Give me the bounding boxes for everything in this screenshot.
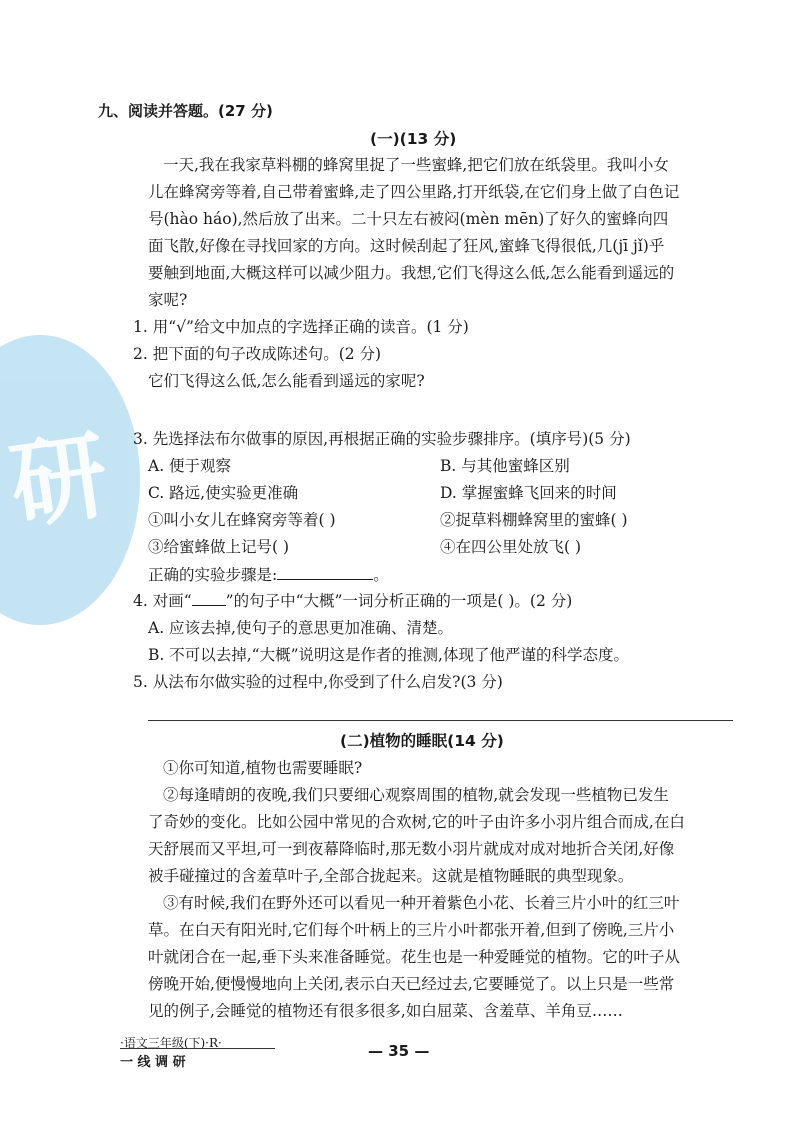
section-divider <box>148 720 733 721</box>
passage2-line: 草。在白天有阳光时,它们每个叶柄上的三片小叶都张开着,但到了傍晚,三片小 <box>148 921 675 939</box>
option-b: B. 与其他蜜蜂区别 <box>440 457 570 475</box>
passage1-line: 一天,我在我家草料棚的蜂窝里捉了一些蜜蜂,把它们放在纸袋里。我叫小女 <box>163 156 669 174</box>
passage2-line: 天舒展而又平坦,可一到夜幕降临时,那无数小羽片就成对成对地折合关闭,好像 <box>148 840 675 858</box>
passage2-line: ③有时候,我们在野外还可以看见一种开着紫色小花、长着三片小叶的红三叶 <box>163 894 680 912</box>
step-1: ①叫小女儿在蜂窝旁等着( ) <box>148 511 336 529</box>
footer-series: 一 线 调 研 <box>120 1055 186 1070</box>
answer-label: 正确的实验步骤是: <box>148 566 278 584</box>
answer-line: 正确的实验步骤是: 。 <box>148 563 389 586</box>
step-3: ③给蜜蜂做上记号( ) <box>148 538 290 556</box>
passage2-line: ②每逢晴朗的夜晚,我们只要细心观察周围的植物,就会发现一些植物已发生 <box>163 786 669 804</box>
question-2-sentence: 它们飞得这么低,怎么能看到遥远的家呢? <box>148 372 425 390</box>
underline-marker <box>192 591 226 606</box>
answer-blank[interactable] <box>277 563 373 580</box>
question-2: 2. 把下面的句子改成陈述句。(2 分) <box>133 345 382 363</box>
step-2: ②捉草料棚蜂窝里的蜜蜂( ) <box>440 511 628 529</box>
question-3: 3. 先选择法布尔做事的原因,再根据正确的实验步骤排序。(填序号)(5 分) <box>133 430 631 448</box>
step-4: ④在四公里处放飞( ) <box>440 538 582 556</box>
passage1-heading: (一)(13 分) <box>370 130 457 148</box>
passage1-line: 儿在蜂窝旁等着,自己带着蜜蜂,走了四公里路,打开纸袋,在它们身上做了白色记 <box>148 183 680 201</box>
footer-book: ·语文三年级(下)·R· <box>120 1036 222 1050</box>
page-number: — 35 — <box>368 1042 430 1060</box>
option-d: D. 掌握蜜蜂飞回来的时间 <box>440 484 617 502</box>
option-a: A. 便于观察 <box>148 457 232 475</box>
question-4-post: ”的句子中“大概”一词分析正确的一项是( )。(2 分) <box>225 592 573 610</box>
passage2-heading: (二)植物的睡眠(14 分) <box>340 732 504 750</box>
question-4 <box>133 590 572 612</box>
passage2-line: 了奇妙的变化。比如公园中常见的合欢树,它的叶子由许多小羽片组合而成,在白 <box>148 813 685 831</box>
question-1: 1. 用“√”给文中加点的字选择正确的读音。(1 分) <box>133 318 469 336</box>
passage1-line: 家呢? <box>148 291 188 309</box>
passage2-line: 见的例子,会睡觉的植物还有很多很多,如白屈菜、含羞草、羊角豆…… <box>148 1002 623 1020</box>
question-5: 5. 从法布尔做实验的过程中,你受到了什么启发?(3 分) <box>133 673 503 691</box>
option-c: C. 路远,使实验更准确 <box>148 484 299 502</box>
passage1-line: 面飞散,好像在寻找回家的方向。这时候刮起了狂风,蜜蜂飞得很低,几(jī jǐ)乎 <box>148 237 665 255</box>
passage1-line: 号(hào háo),然后放了出来。二十只左右被闷(mèn mēn)了好久的蜜蜂向四 <box>148 210 669 228</box>
watermark-text: 研 <box>3 418 115 544</box>
passage2-line: 傍晚开始,便慢慢地向上关闭,表示白天已经过去,它要睡觉了。以上只是一些常 <box>148 975 675 993</box>
passage2-line: 叶就闭合在一起,垂下头来准备睡觉。花生也是一种爱睡觉的植物。它的叶子从 <box>148 948 680 966</box>
section-title: 九、阅读并答题。(27 分) <box>98 102 273 120</box>
passage1-line: 要触到地面,大概这样可以减少阻力。我想,它们飞得这么低,怎么能看到遥远的 <box>148 264 675 282</box>
watermark-stamp <box>0 335 140 625</box>
question-4-pre: 4. 对画“ <box>133 592 192 610</box>
passage2-line: ①你可知道,植物也需要睡眠? <box>163 759 363 777</box>
q4-option-a: A. 应该去掉,使句子的意思更加准确、清楚。 <box>148 619 453 637</box>
passage2-line: 被手碰撞过的含羞草叶子,全部合拢起来。这就是植物睡眠的典型现象。 <box>148 867 634 885</box>
footer-divider <box>120 1048 275 1049</box>
q4-option-b: B. 不可以去掉,“大概”说明这是作者的推测,体现了他严谨的科学态度。 <box>148 646 629 664</box>
